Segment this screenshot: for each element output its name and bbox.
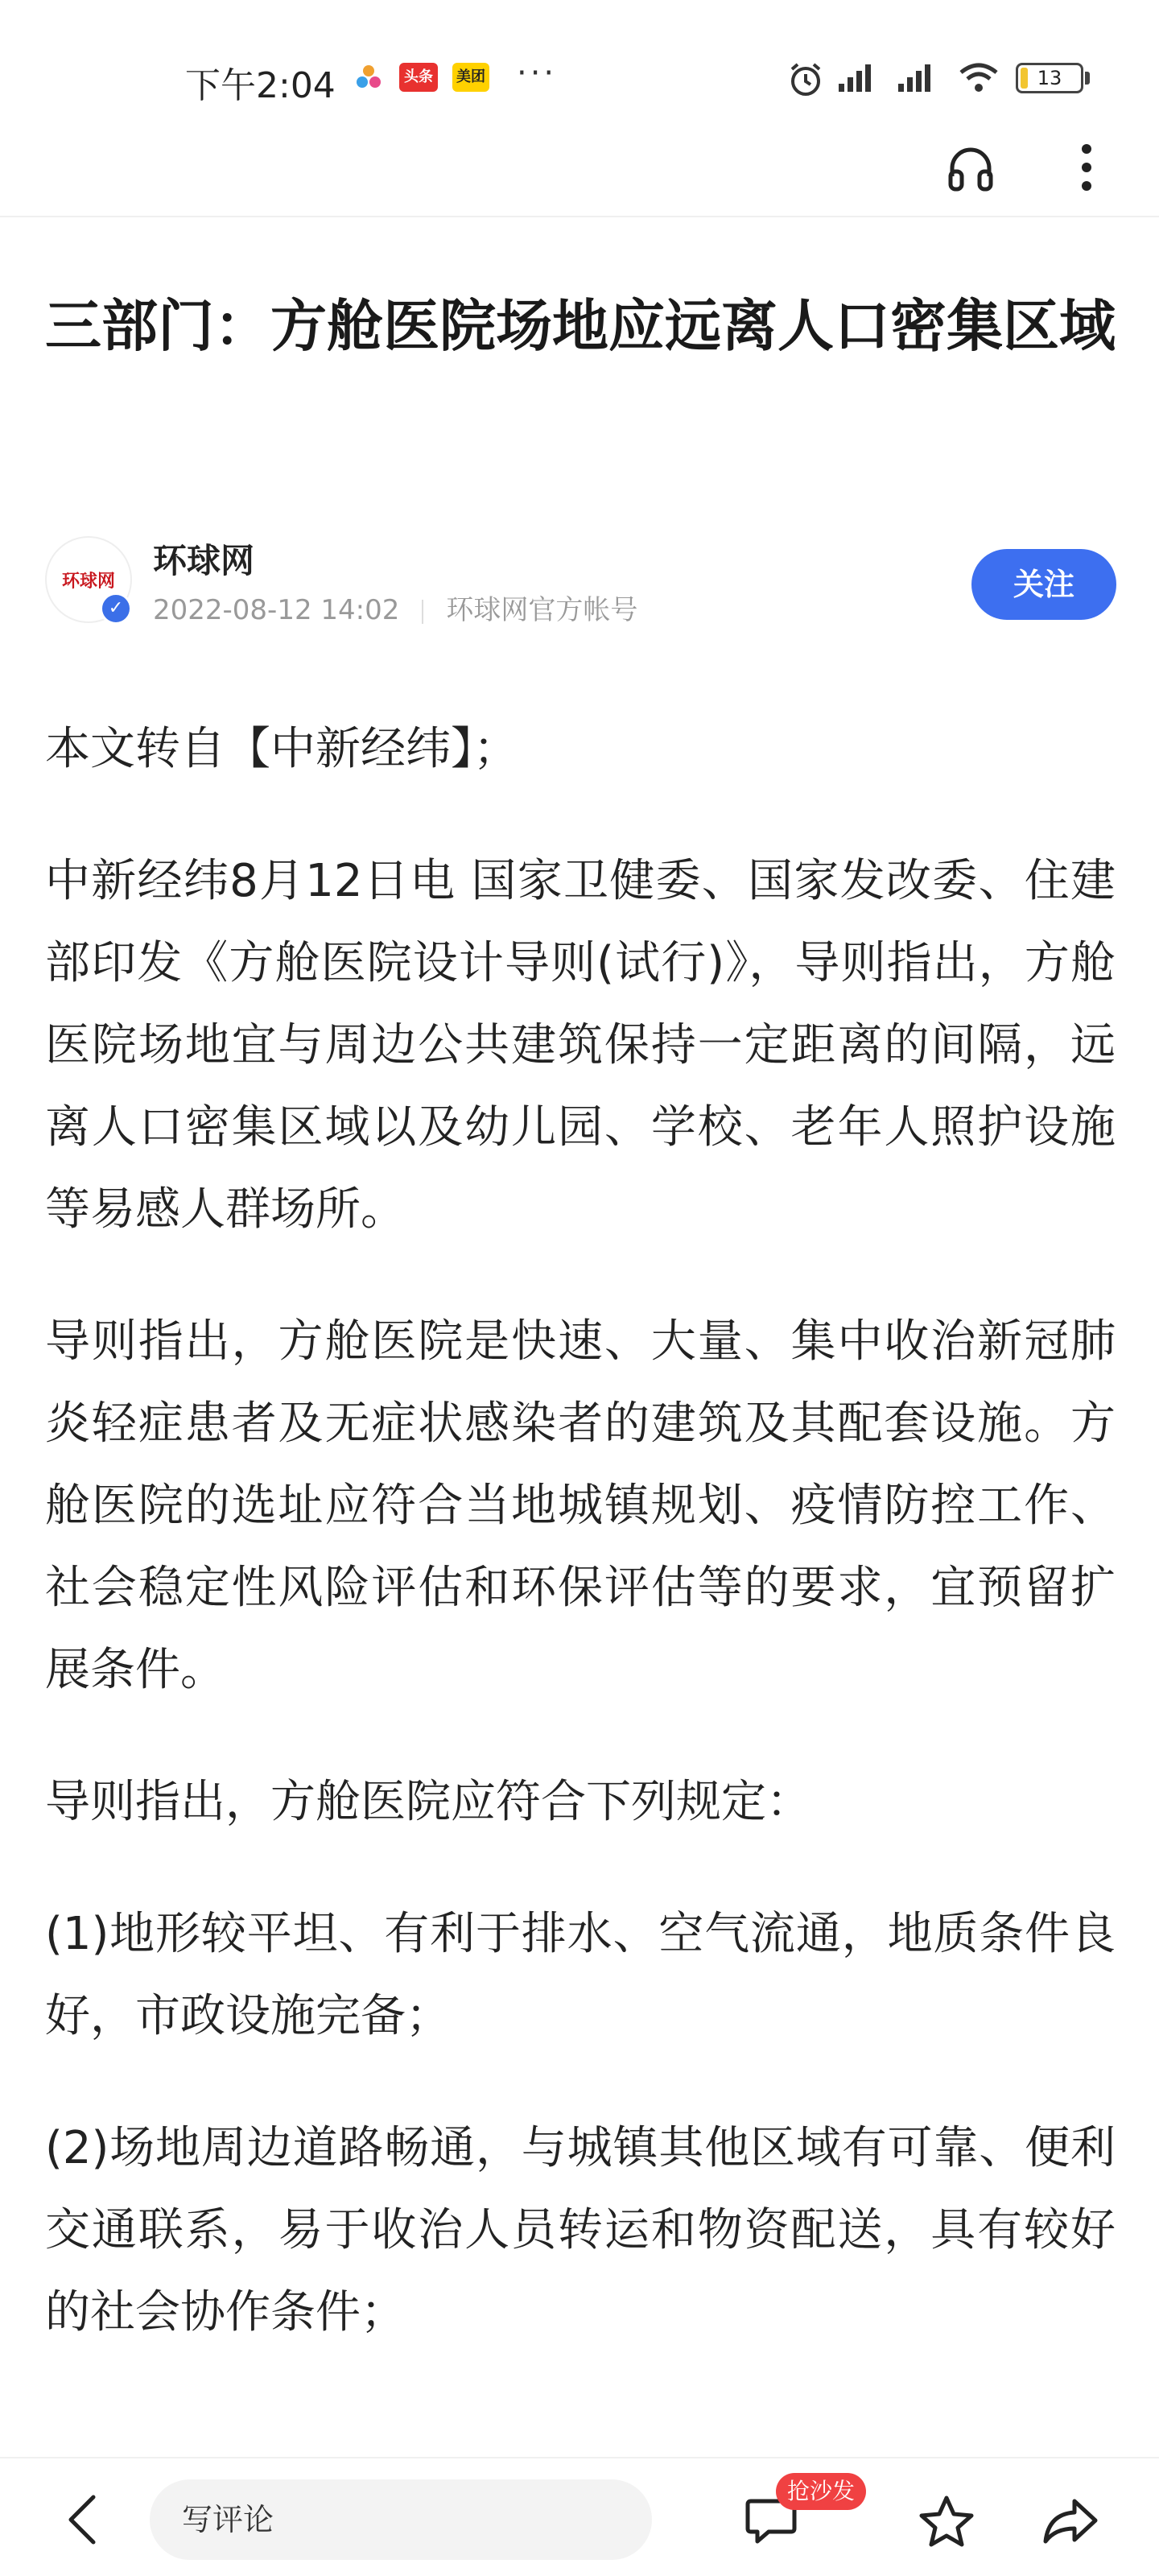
- alarm-icon: [787, 61, 824, 101]
- paragraph: 导则指出，方舱医院应符合下列规定：: [45, 1776, 811, 1828]
- back-button[interactable]: [50, 2487, 114, 2552]
- signal-icon-2: [897, 61, 938, 97]
- verified-icon: ✓: [100, 592, 132, 625]
- battery-tip: [1085, 72, 1090, 85]
- cluster-app-icon: [354, 63, 383, 92]
- bottom-bar: [0, 2457, 1159, 2576]
- battery-level: 13: [1037, 67, 1062, 89]
- paragraph: 本文转自【中新经纬】；: [45, 723, 518, 775]
- more-vertical-icon[interactable]: [1054, 135, 1119, 200]
- headphones-icon[interactable]: [938, 135, 1003, 200]
- status-time: 下午2:04: [185, 65, 336, 106]
- meituan-app-icon: 美团: [452, 63, 489, 92]
- share-icon[interactable]: [1038, 2489, 1103, 2553]
- paragraph: (2)场地周边道路畅通，与城镇其他区域有可靠、便利交通联系，易于收治人员转运和物资配送，具有较好的社会协作条件；: [45, 2122, 1116, 2339]
- meta-divider: [422, 600, 423, 624]
- battery-icon: [1016, 63, 1083, 93]
- paragraph: 中新经纬8月12日电 国家卫健委、国家发改委、住建部印发《方舱医院设计导则(试行)》，导则指出，方舱医院场地宜与周边公共建筑保持一定距离的间隔，远离人口密集区域以及幼儿园、学校、老年人照护设施等易感人群场所。: [45, 855, 1116, 1236]
- wifi-icon: [958, 61, 1000, 98]
- paragraph: 导则指出，方舱医院是快速、大量、集中收治新冠肺炎轻症患者及无症状感染者的建筑及其配套设施。方舱医院的选址应符合当地城镇规划、疫情防控工作、社会稳定性风险评估和环保评估等的要求，宜预留扩展条件。: [45, 1315, 1116, 1696]
- avatar-logo: 环球网: [61, 571, 115, 592]
- publish-date: 2022-08-12 14:02: [153, 594, 400, 626]
- chevron-left-icon: [64, 2494, 100, 2545]
- sofa-badge: 抢沙发: [776, 2473, 866, 2510]
- signal-icon: [837, 61, 879, 97]
- author-row: [45, 531, 1116, 628]
- article-body: [45, 708, 1116, 2404]
- paragraph: (1)地形较平坦、有利于排水、空气流通，地质条件良好，市政设施完备；: [45, 1908, 1116, 2042]
- follow-button[interactable]: 关注: [971, 549, 1116, 620]
- toutiao-app-icon: 头条: [399, 63, 438, 92]
- comment-input[interactable]: [150, 2479, 652, 2560]
- comment-placeholder: 写评论: [182, 2502, 274, 2537]
- article-header: [0, 121, 1159, 217]
- author-name[interactable]: 环球网: [153, 541, 255, 580]
- article-title: 三部门：方舱医院场地应远离人口密集区域: [45, 293, 1116, 359]
- more-notifications-icon: ···: [517, 55, 558, 92]
- author-meta: [153, 588, 637, 627]
- account-type: 环球网官方帐号: [446, 594, 638, 626]
- star-icon[interactable]: [914, 2489, 979, 2553]
